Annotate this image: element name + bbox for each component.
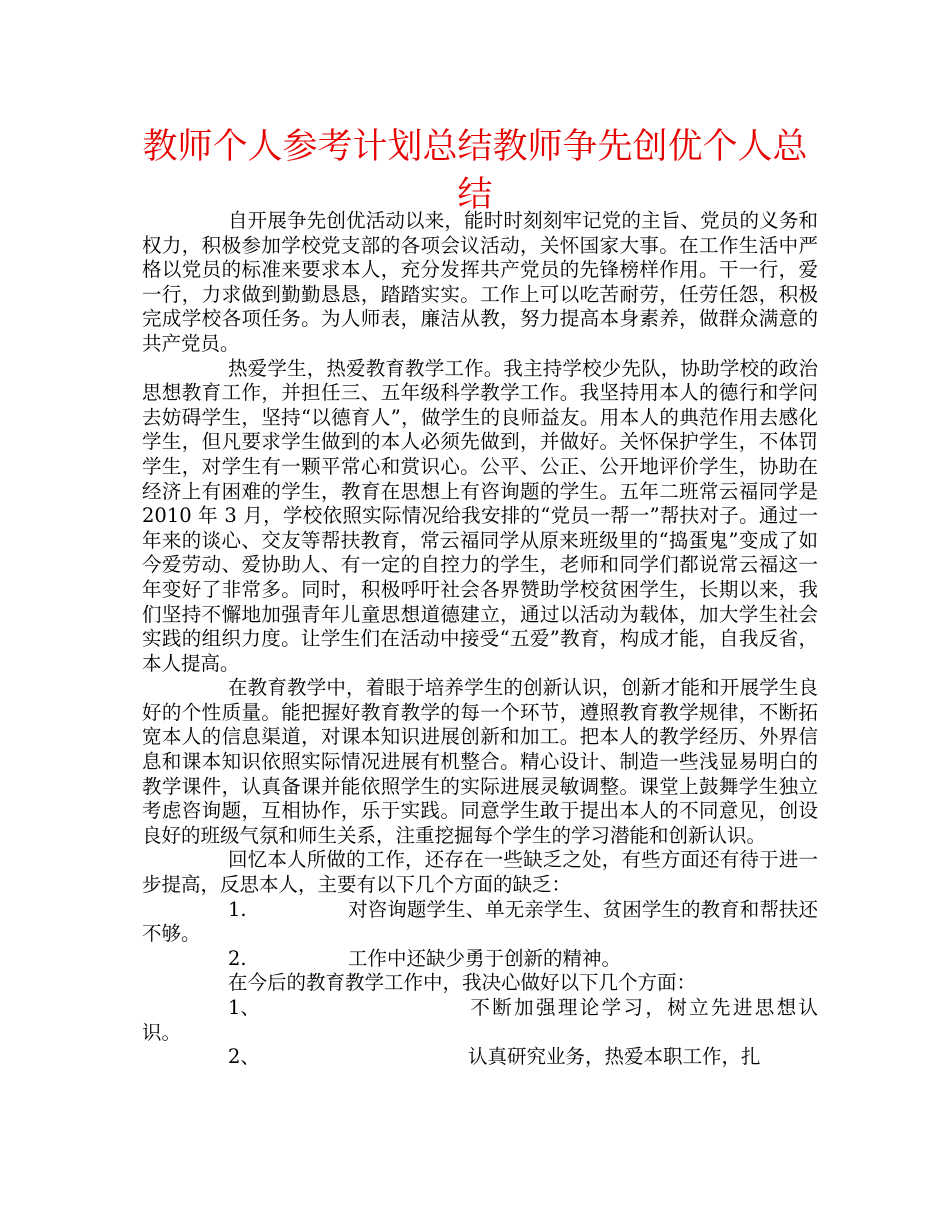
list-text: 不断加强理论学习，树立先进思想认识。 xyxy=(142,996,818,1044)
shortcoming-item xyxy=(142,947,818,972)
plan-item xyxy=(142,996,818,1045)
list-number: 1、 xyxy=(228,996,260,1019)
list-number: 2. xyxy=(228,946,247,970)
list-text: 工作中还缺少勇于创新的精神。 xyxy=(348,946,622,970)
paragraph-reflection: 回忆本人所做的工作，还存在一些缺乏之处，有些方面还有待于进一步提高，反思本人，主要有以下几个方面的缺乏： xyxy=(142,848,818,897)
plan-intro: 在今后的教育教学工作中，我决心做好以下几个方面： xyxy=(228,971,697,995)
document-body xyxy=(142,209,818,1070)
plan-item xyxy=(142,1045,818,1070)
paragraph-intro: 自开展争先创优活动以来，能时时刻刻牢记党的主旨、党员的义务和权力，积极参加学校党支部的各项会议活动，关怀国家大事。在工作生活中严格以党员的标准来要求本人，充分发挥共产党员的先锋榜样作用。干一行，爱一行，力求做到勤勤恳恳，踏踏实实。工作上可以吃苦耐劳，任劳任怨，积极完成学校各项任务。为人师表，廉洁从教，努力提高本身素养，做群众满意的共产党员。 xyxy=(142,209,818,355)
list-number: 2、 xyxy=(228,1045,260,1069)
paragraph-teaching: 在教育教学中，着眼于培养学生的创新认识，创新才能和开展学生良好的个性质量。能把握好教育教学的每一个环节，遵照教育教学规律，不断拓宽本人的信息渠道，对课本知识进展创新和加工。把本人的教学经历、外界信息和课本知识依照实际情况进展有机整合。精心设计、制造一些浅显易明白的教学课件，认真备课并能依照学生的实际进展灵敏调整。课堂上鼓舞学生独立考虑咨询题，互相协作，乐于实践。同意学生敢于提出本人的不同意见，创设良好的班级气氛和师生关系，注重挖掘每个学生的学习潜能和创新认识。 xyxy=(142,676,818,847)
paragraph-students: 热爱学生，热爱教育教学工作。我主持学校少先队，协助学校的政治思想教育工作，并担任三、五年级科学教学工作。我坚持用本人的德行和学问去妨碍学生，坚持“以德育人”，做学生的良师益友。用本人的典范作用去感化学生，但凡要求学生做到的本人必须先做到，并做好。关怀保护学生，不体罚学生，对学生有一颗平常心和赏识心。公平、公正、公开地评价学生，协助在经济上有困难的学生，教育在思想上有咨询题的学生。五年二班常云福同学是 2010 年 3 月，学校依照实际情况给我安排的“党员一帮一”帮扶对子。通过一年来的谈心、交友等帮扶教育，常云福同学从原来班级里的“捣蛋鬼”变成了如今爱劳动、爱协助人、有一定的自控力的学生，老师和同学们都说常云福这一年变好了非常多。同时，积极呼吁社会各界赞助学校贫困学生，长期以来，我们坚持不懈地加强青年儿童思想道德建立，通过以活动为载体，加大学生社会实践的组织力度。让学生们在活动中接受“五爱”教育，构成才能，自我反省，本人提高。 xyxy=(142,356,818,675)
shortcoming-item xyxy=(142,898,818,947)
list-text: 对咨询题学生、单无亲学生、贫困学生的教育和帮扶还不够。 xyxy=(142,897,818,946)
list-text: 认真研究业务，热爱本职工作，扎 xyxy=(468,1045,761,1069)
document-title: 教师个人参考计划总结教师争先创优个人总结 xyxy=(142,127,808,215)
list-number: 1. xyxy=(228,897,247,921)
